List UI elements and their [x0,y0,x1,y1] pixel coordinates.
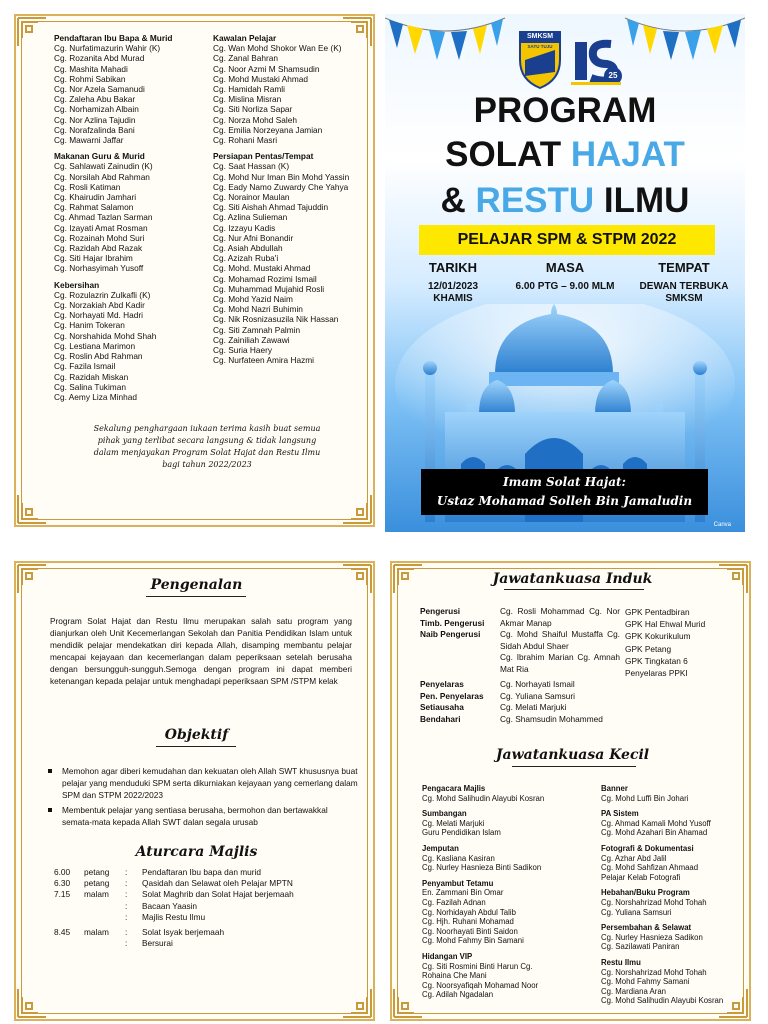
schedule-separator: : [125,938,128,949]
schedule-separator: : [125,889,128,900]
schedule-session: malam [84,889,109,900]
objective-heading: Objektif [164,727,229,743]
schedule-separator: : [125,867,128,877]
heading-underline [504,589,644,590]
committee-member: Cg. Mohd Azahari Bin Ahamad [601,828,708,838]
objective-item: Memohon agar diberi kemudahan dan kekuatan oleh Allah SWT khususnya buat pelajar yang menduduki SPM serta dikurniakan kejayaan yang cemerlang dalam SPM dan STPM 2022/2023 [48,765,358,802]
design-credit: Canva [713,522,731,528]
committee-heading: Fotografi & Dokumentasi [601,843,694,853]
date-info [403,260,503,305]
committee-member: Cg. Mohd Fahmy Samani [601,977,690,987]
committee-member: Cg. Siti Aishah Ahmad Tajuddin [213,202,329,213]
heading-underline [146,596,246,597]
committee-member: Cg. Rozulazrin Zulkafli (K) [54,289,151,300]
schedule-session: petang [84,867,110,877]
committee-member: Cg. Rohmi Sabikan [54,73,126,84]
committee-heading: Persembahan & Selawat [601,923,692,933]
position-title: GPK Petang [625,643,672,654]
role-label: Naib Pengerusi [420,629,481,640]
committee-member: Cg. Melati Marjuki [422,818,485,828]
time-value: 6.00 PTG – 9.00 MLM [515,281,615,292]
committee-member: Cg. Azhar Abd Jalil [601,853,667,863]
role-holder: Cg. Mohd Shaiful Mustaffa Cg. Sidah Abdul Shaer [500,629,620,651]
committee-column-left [54,33,204,402]
committee-member: Cg. Azizah Ruba'i [213,253,279,264]
committee-member: Cg. Ahmad Tazlan Sarman [54,212,153,223]
committee-member: Cg. Zanal Bahran [213,53,279,64]
committee-member: Cg. Norhayati Md. Hadri [54,310,143,321]
ornament-corner [16,16,50,50]
objective-item: Membentuk pelajar yang sentiasa berusaha, bermohon dan bertawakkal semata-mata kepada Allah SWT dalan segala urusab [48,804,358,828]
committee-member: Cg. Fazila Ismail [54,361,116,372]
committee-member: Cg. Sahlawati Zainudin (K) [54,161,153,172]
committee-member: Cg. Rozainah Mohd Suri [54,232,145,243]
committee-member: Guru Pendidikan Islam [422,828,501,838]
committee-member: Cg. Mohd Yazid Naim [213,294,293,305]
committee-member: Cg. Mashita Mahadi [54,63,128,74]
appreciation-line: Sekalung penghargaan iukaan terima kasih buat semua [93,424,321,433]
committee-member: Cg. Norhasyimah Yusoff [54,263,144,274]
committee-member: Cg. Mohd Salihudin Alayubi Kosran [422,793,545,803]
main-committee-positions [625,606,735,679]
sub-committee-column-left [422,784,597,1000]
role-holder: Cg. Ibrahim Marian Cg. Amnah Mat Ria [500,652,620,674]
venue-info [629,260,739,305]
committee-member: Cg. Yuliana Samsuri [601,907,672,917]
schedule-time: 7.15 [54,889,71,900]
role-label: Penyelaras [420,679,464,689]
schedule-time: 6.30 [54,878,71,889]
schedule-activity: Qasidah dan Selawat oleh Pelajar MPTN [142,878,293,889]
ornament-corner [339,985,373,1019]
sub-committee-column-right [601,784,749,1006]
committee-member: Cg. Fazilah Adnan [422,897,486,907]
committee-member: Cg. Mohd Luffi Bin Johari [601,793,689,803]
committee-panel [390,561,751,1021]
poster-title-restu: RESTU [475,181,595,220]
school-logo-text: SMKSM [526,33,554,40]
committee-member: Cg. Rozanita Abd Murad [54,53,145,64]
committee-member: Cg. Izayati Amat Rosman [54,222,148,233]
committee-heading: Penyambut Tetamu [422,878,494,888]
committee-member: Cg. Mislina Misran [213,94,282,105]
school-logo [517,30,563,90]
committee-member: Cg. Mohd. Mustaki Ahmad [213,263,311,274]
objective-list [48,765,358,830]
committee-member: Cg. Razidah Abd Razak [54,243,143,254]
anniversary-number: 25 [608,71,618,80]
schedule-activity: Pendaftaran Ibu bapa dan murid [142,867,262,877]
date-label: TARIKH [428,260,478,275]
committee-member: Cg. Eady Namo Zuwardy Che Yahya [213,181,349,192]
ornament-corner [16,985,50,1019]
time-info [505,260,625,293]
committee-member: Cg. Nor Azlina Tajudin [54,114,136,125]
committee-member: Cg. Mardiana Aran [601,986,667,996]
committee-member: Cg. Mohd Nur Iman Bin Mohd Yassin [213,171,350,182]
committee-heading: Hebahan/Buku Program [601,888,690,898]
committee-member: Cg. Azlina Sulieman [213,212,288,223]
role-holder: Cg. Rosli Mohammad Cg. Nor Akmar Manap [500,606,620,628]
date-value: 12/01/2023 [427,281,479,292]
committee-heading: Jemputan [422,843,459,853]
schedule-heading: Aturcara Majlis [135,844,258,860]
committee-heading: Makanan Guru & Murid [54,151,145,162]
committee-member: Pelajar Kelab Fotografi [601,872,681,882]
schedule-separator: : [125,900,128,911]
committee-member: Cg. Nurfatimazurin Wahir (K) [54,43,161,54]
committee-column-right [213,33,373,366]
committee-member: Cg. Emilia Norzeyana Jamian [213,124,323,135]
schedule-time: 8.45 [54,926,71,937]
schedule-separator: : [125,878,128,889]
committee-member: Cg. Razidah Miskan [54,371,129,382]
committee-member: Cg. Suria Haery [213,345,273,356]
committee-member: Cg. Nurley Hasnieza Binti Sadikon [422,863,542,873]
committee-member: Cg. Siti Norliza Sapar [213,104,293,115]
committee-member: Cg. Norafzalinda Bani [54,124,135,135]
committee-member: Cg. Kasliana Kasiran [422,853,495,863]
committee-member: Cg. Saat Hassan (K) [213,161,290,172]
committee-heading: Pendaftaran Ibu Bapa & Murid [54,33,173,43]
committee-member: Cg. Nor Azela Samanudi [54,84,145,95]
committee-member: Cg. Nurley Hasnieza Sadikon [601,932,703,942]
anniversary-badge [567,32,625,90]
committee-member: Cg. Adilah Ngadalan [422,990,494,1000]
committee-member: Cg. Norshahrizad Mohd Tohah [601,897,707,907]
committee-member: Cg. Norzakiah Abd Kadir [54,300,145,311]
schedule-activity: Bersurai [142,938,173,949]
role-label: Timb. Pengerusi [420,617,485,628]
position-title: GPK Tingkatan 6 [625,655,688,666]
poster-title-amp: & [440,181,476,220]
committee-member: Cg. Norza Mohd Saleh [213,114,297,125]
committee-member: Cg. Noorhayati Binti Saidon [422,926,518,936]
appreciation-line: bagi tahun 2022/2023 [162,460,252,469]
heading-underline [512,766,636,767]
committee-heading: Pengacara Majlis [422,784,486,793]
committee-heading: PA Sistem [601,809,639,819]
poster-title-solat: SOLAT [445,135,571,174]
time-label: MASA [545,260,585,275]
committee-member: En. Zammani Bin Omar [422,888,504,898]
poster-title-line-1: PROGRAM [473,91,657,130]
committee-member: Rohaina Che Mani [422,971,487,981]
committee-heading: Sumbangan [422,809,467,819]
committee-member: Cg. Roslin Abd Rahman [54,351,143,362]
role-holder: Cg. Norhayati Ismail [500,679,575,689]
committee-member: Cg. Zainiliah Zawawi [213,334,290,345]
ornament-corner [392,985,426,1019]
secretariat-roles [420,679,504,725]
committee-heading: Kawalan Pelajar [213,33,277,43]
appreciation-line: dalam menjayakan Program Solat Hajat dan Restu Ilmu [93,448,321,457]
role-holder: Cg. Yuliana Samsuri [500,690,576,701]
committee-member: Cg. Norshahrizad Mohd Tohah [601,967,707,977]
committee-member: Cg. Siti Zamnah Palmin [213,324,301,335]
committee-heading: Kebersihan [54,279,100,290]
poster-title-hajat: HAJAT [570,135,685,174]
committee-member: Cg. Norhamizah Albain [54,104,139,115]
imam-info-box [421,469,708,515]
committee-member: Cg. Salina Tukiman [54,381,126,392]
committee-member: Cg. Norshahida Mohd Shah [54,330,157,341]
role-label: Bendahari [420,713,461,724]
heading-underline [156,746,236,747]
schedule-activity: Majlis Restu Ilmu [142,911,206,922]
committee-heading: Hidangan VIP [422,951,473,961]
poster-title-ilmu: ILMU [594,181,690,220]
main-committee-names [500,606,620,676]
ornament-corner [16,491,50,525]
committee-member: Cg. Norainor Maulan [213,192,290,203]
venue-value-2: SMKSM [665,293,703,304]
committee-member: Cg. Mohd Sahfizan Ahmaad [601,863,699,873]
committee-member: Cg. Mawarni Jaffar [54,135,124,146]
committee-member: Cg. Mohd Nazri Buhimin [213,304,303,315]
poster-title-line-2 [385,135,745,175]
committee-member: Cg. Norhidayah Abdul Talib [422,907,516,917]
appreciation-line: pihak yang terlibat secara langsung & tidak langsung [97,436,317,445]
role-label: Pengerusi [420,606,461,616]
venue-value: DEWAN TERBUKA [639,281,729,292]
committee-member: Cg. Norsilah Abd Rahman [54,171,150,182]
appreciation-note [76,423,338,471]
committee-member: Cg. Hjh. Ruhani Mohamad [422,917,514,927]
imam-label: Imam Solat Hajat: [503,475,626,489]
committee-list-panel [14,14,375,527]
committee-member: Cg. Ahmad Kamali Mohd Yusoff [601,818,711,828]
position-title: GPK Hal Ehwal Murid [625,619,706,630]
committee-member: Cg. Sazilawati Paniran [601,942,680,952]
committee-member: Cg. Nik Rosnizasuzila Nik Hassan [213,314,339,325]
schedule-session: malam [84,926,109,937]
committee-member: Cg. Hamidah Ramli [213,84,285,95]
imam-name: Ustaz Mohamad Solleh Bin Jamaludin [436,494,693,508]
role-label: Setiausaha [420,702,464,713]
main-committee-heading: Jawatankuasa Induk [492,571,653,587]
committee-member: Cg. Rosli Katiman [54,181,121,192]
committee-member: Cg. Wan Mohd Shokor Wan Ee (K) [213,43,342,54]
committee-member: Cg. Nurfateen Amira Hazmi [213,355,314,366]
role-holder: Cg. Melati Marjuki [500,702,567,713]
venue-label: TEMPAT [658,260,710,275]
role-holder: Cg. Shamsudin Mohammed [500,713,603,724]
committee-member: Cg. Khairudin Jamhari [54,192,137,203]
committee-member: Cg. Asiah Abdullah [213,243,283,254]
committee-heading: Persiapan Pentas/Tempat [213,151,314,162]
schedule-session: petang [84,878,110,889]
introduction-heading: Pengenalan [150,577,243,593]
schedule-separator: : [125,926,128,937]
secretariat-names [500,679,630,725]
committee-member: Cg. Zaleha Abu Bakar [54,94,136,105]
role-label: Pen. Penyelaras [420,690,484,701]
bunting-decoration [385,14,745,84]
committee-member: Cg. Rahmat Salamon [54,202,134,213]
schedule-activity: Solat Maghrib dan Solat Hajat berjemaah [142,889,294,900]
committee-member: Cg. Mohd Mustaki Ahmad [213,73,308,84]
committee-member: Cg. Mohd Fahmy Bin Samani [422,936,524,946]
school-logo-motto: SATU TUJU [527,44,553,49]
programme-info-panel [14,561,375,1021]
schedule-time: 6.00 [54,867,71,877]
position-title: GPK Pentadbiran [625,607,690,617]
poster-title-line-3 [385,181,745,221]
committee-heading: Restu Ilmu [601,957,641,967]
committee-member: Cg. Noorsyafiqah Mohamad Noor [422,980,539,990]
committee-member: Cg. Muhammad Mujahid Rosli [213,283,325,294]
committee-member: Cg. Siti Hajar Ibrahim [54,253,133,264]
committee-heading: Banner [601,784,628,793]
committee-member: Cg. Noor Azmi M Shamsudin [213,63,320,74]
schedule-separator: : [125,911,128,922]
schedule-activity: Bacaan Yaasin [142,900,198,911]
audience-banner: PELAJAR SPM & STPM 2022 [419,225,715,255]
committee-member: Cg. Aemy Liza Minhad [54,391,138,402]
committee-member: Cg. Mohamad Rozimi Ismail [213,273,317,284]
day-value: KHAMIS [433,293,473,304]
committee-member: Cg. Mohd Salihudin Alayubi Kosran [601,996,724,1006]
committee-member: Cg. Siti Rosmini Binti Harun Cg. [422,961,533,971]
committee-member: Cg. Rohani Masri [213,135,278,146]
introduction-text: Program Solat Hajat dan Restu Ilmu merupakan salah satu program yang dianjurkan oleh Unit Kecemerlangan Sekolah dan Panitia Pendidikan Islam untuk mendidik pelajar mendekatkan diri kepada Allah, disamping membantu pelajar mencapai kejayaan dan kecemerlangan dalam peperiksaan setelah berusaha dengan bersungguh-sungguh.Semoga dengan program ini dapat memberi ketenangan kepada pelajar untuk menghadapi peperiksaan SPM /STPM kelak [50,616,352,686]
main-committee-roles [420,606,504,641]
committee-member: Cg. Nur Afni Bonandir [213,232,294,243]
committee-member: Cg. Lestiana Marimon [54,340,136,351]
committee-member: Cg. Hanim Tokeran [54,320,125,331]
position-title: Penyelaras PPKI [625,668,688,679]
committee-member: Cg. Izzayu Kadis [213,222,276,233]
position-title: GPK Kokurikulum [625,631,691,642]
schedule-activity: Solat Isyak berjemaah [142,926,225,937]
sub-committee-heading: Jawatankuasa Kecil [495,747,650,763]
ornament-corner [339,491,373,525]
event-poster [385,14,745,532]
